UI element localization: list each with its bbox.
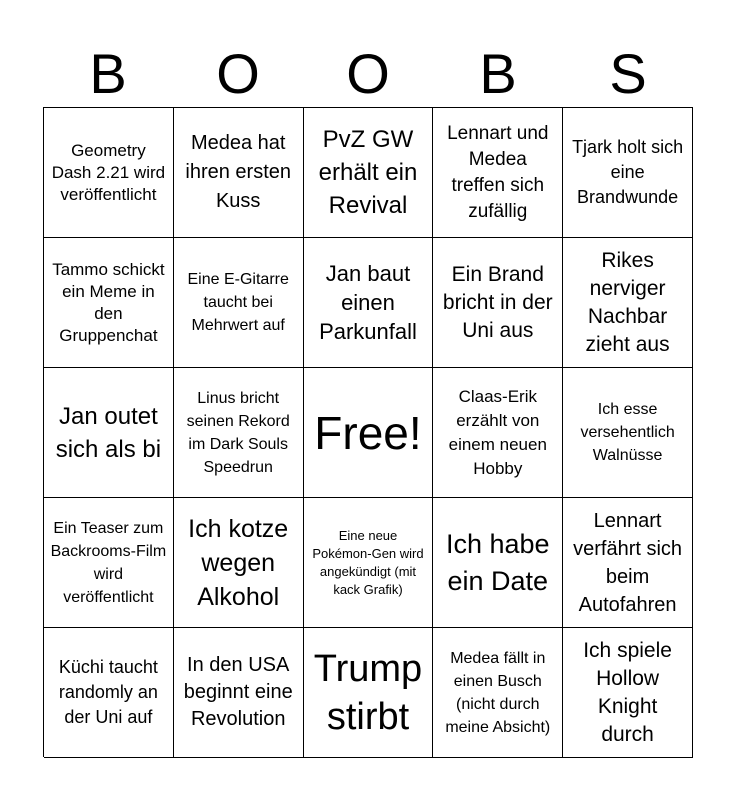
bingo-cell[interactable] [174, 368, 304, 498]
bingo-cell[interactable] [174, 238, 304, 368]
bingo-cell[interactable] [174, 108, 304, 238]
cell-text: Geometry Dash 2.21 wird veröffentlicht [51, 140, 166, 204]
bingo-cell[interactable] [304, 498, 434, 628]
cell-text: PvZ GW erhält ein Revival [318, 126, 418, 219]
cell-text: Linus bricht seinen Rekord im Dark Souls Speedrun [186, 389, 290, 476]
cell-text: Lennart verfährt sich beim Autofahren [573, 509, 683, 616]
bingo-cell[interactable] [433, 368, 563, 498]
bingo-cell[interactable] [433, 108, 563, 238]
bingo-free-cell[interactable] [304, 368, 434, 498]
cell-text: Medea fällt in einen Busch (nicht durch meine Absicht) [445, 649, 551, 736]
bingo-cell[interactable] [563, 108, 693, 238]
cell-text: Ich kotze wegen Alkohol [188, 514, 289, 611]
bingo-cell[interactable] [174, 628, 304, 758]
cell-text: Ein Teaser zum Backrooms-Film wird veröffentlicht [50, 519, 167, 606]
bingo-cell[interactable] [304, 108, 434, 238]
bingo-row-2 [44, 238, 693, 368]
cell-text: Free! [314, 406, 422, 459]
cell-text: Küchi taucht randomly an der Uni auf [58, 657, 158, 727]
cell-text: Ich spiele Hollow Knight durch [583, 638, 672, 746]
bingo-cell[interactable] [44, 498, 174, 628]
cell-text: Jan outet sich als bi [55, 402, 162, 463]
bingo-cell[interactable] [563, 238, 693, 368]
bingo-grid [43, 107, 693, 757]
cell-text: Ich esse versehentlich Walnüsse [580, 401, 675, 464]
bingo-header [43, 40, 693, 108]
header-letter-1: B [89, 42, 127, 105]
cell-text: Ich habe ein Date [445, 528, 550, 596]
bingo-cell[interactable] [563, 628, 693, 758]
bingo-row-3 [44, 368, 693, 498]
cell-text: Lennart und Medea treffen sich zufällig [447, 122, 549, 222]
header-letter-3: O [346, 42, 390, 105]
cell-text: Eine neue Pokémon-Gen wird angekündigt (mit kack Grafik) [312, 527, 424, 597]
cell-text: Tjark holt sich eine Brandwunde [572, 137, 684, 207]
bingo-cell[interactable] [44, 368, 174, 498]
bingo-cell[interactable] [44, 108, 174, 238]
bingo-cell[interactable] [433, 498, 563, 628]
bingo-cell[interactable] [44, 238, 174, 368]
bingo-cell[interactable] [563, 368, 693, 498]
bingo-cell[interactable] [44, 628, 174, 758]
bingo-cell[interactable] [433, 628, 563, 758]
bingo-row-5 [44, 628, 693, 758]
header-letter-4: B [479, 42, 517, 105]
cell-text: Trump stirbt [313, 647, 423, 738]
bingo-cell[interactable] [563, 498, 693, 628]
cell-text: In den USA beginnt eine Revolution [183, 654, 293, 730]
header-letter-5: S [609, 42, 647, 105]
bingo-cell[interactable] [174, 498, 304, 628]
bingo-row-4 [44, 498, 693, 628]
cell-text: Ein Brand bricht in der Uni aus [442, 262, 553, 342]
cell-text: Rikes nerviger Nachbar zieht aus [585, 248, 670, 356]
cell-text: Claas-Erik erzählt von einem neuen Hobby [448, 386, 547, 478]
bingo-cell[interactable] [433, 238, 563, 368]
bingo-row-1 [44, 108, 693, 238]
bingo-cell[interactable] [304, 628, 434, 758]
header-letter-2: O [216, 42, 260, 105]
cell-text: Jan baut einen Parkunfall [319, 261, 417, 344]
cell-text: Tammo schickt ein Meme in den Gruppenchat [52, 259, 165, 345]
cell-text: Eine E-Gitarre taucht bei Mehrwert auf [187, 271, 289, 334]
bingo-cell[interactable] [304, 238, 434, 368]
cell-text: Medea hat ihren ersten Kuss [185, 132, 291, 212]
